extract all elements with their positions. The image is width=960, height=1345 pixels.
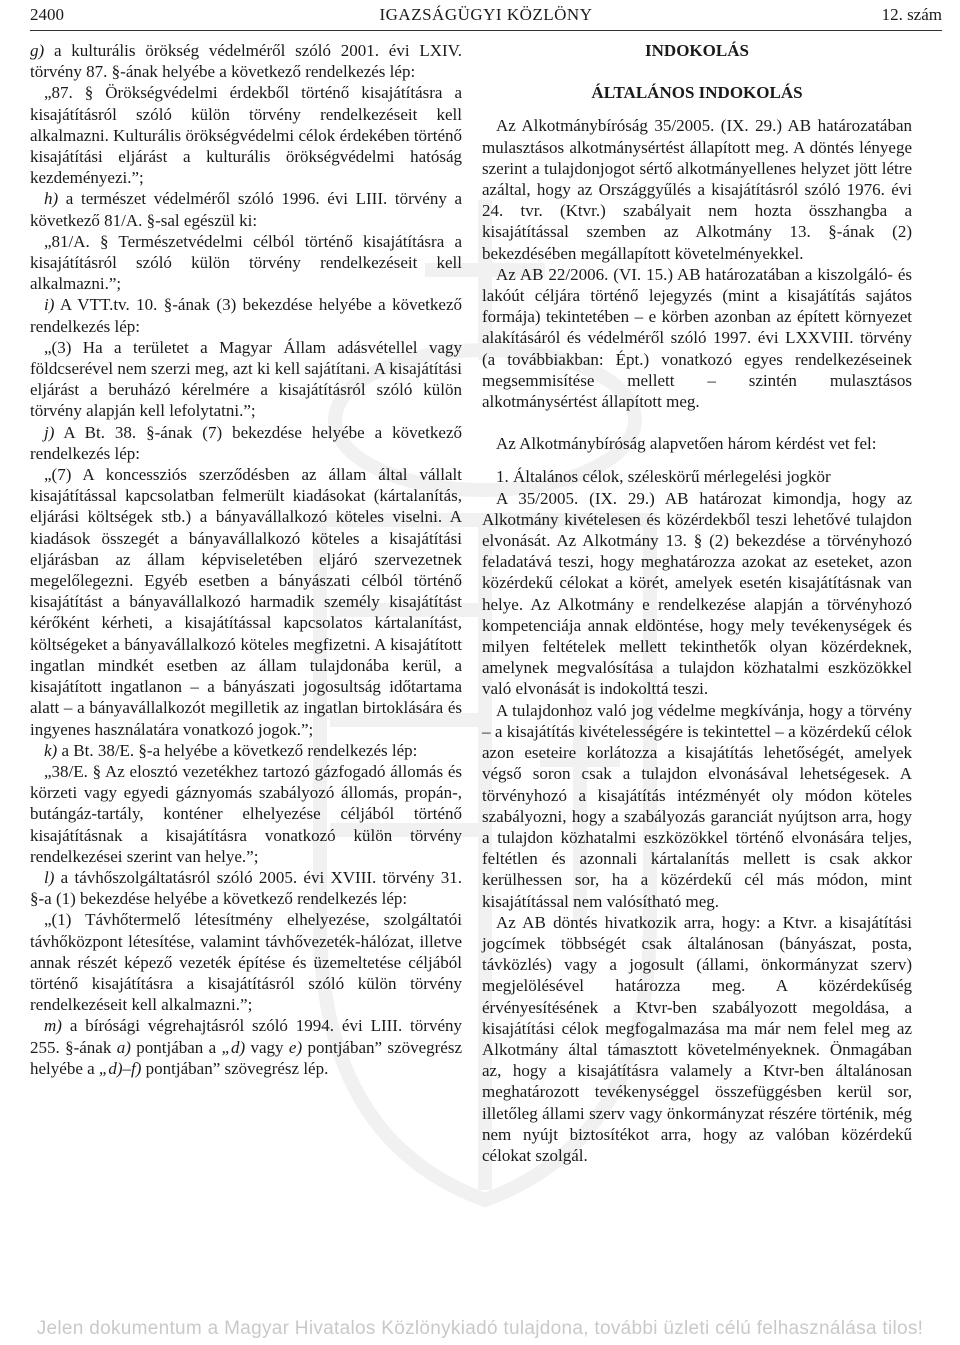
item-k: k) a Bt. 38/E. §-a helyébe a következő rendelkezés lép: [44,740,418,760]
paragraph-6: A tulajdonhoz való jog védelme megkívánja, hogy a törvény – a kisajátítás kivételességére is tekintettel – a közérdekű célok azon eseteire korlátozza a kisajátítás lehetőségét, amelyek végső soron csak a tulajdon elvonásával lehetségesek. A törvényhozó a kisajátítás intézményét oly módon köteles szabályozni, hogy a szabályozás garanciát nyújtson arra, hogy a tulajdon közhatalmi eszközökkel történő elvonására teljes, feltétlen és azonnali kártalanítás mellett is csak akkor kerülhessen sor, ha a közérdekű cél más módon, mint kisajátítással nem valósítható meg. [482,700,912,911]
paragraph-1: Az Alkotmánybíróság 35/2005. (IX. 29.) AB határozatában mulasztásos alkotmánysértést állapított meg. A döntés lényege szerint a tulajdonjogot sértő alkotmányellenes helyzet jött létre azáltal, hogy az Országgyűlés a kisajátításról szóló 1976. évi 24. tvr. (Ktvr.) szabályait nem hozta összhangba a kisajátítással szemben az Alkotmány 13. §-ának (2) bekezdésében megállapított követelményekkel. [482,116,912,263]
page-number: 2400 [30,5,64,24]
paragraph-3: Az Alkotmánybíróság alapvetően három kérdést vet fel: [496,434,877,454]
item-i-quote: „(3) Ha a területet a Magyar Állam adásvétellel vagy földcserével nem szerzi meg, azt ki kell sajátítani. A kisajátítási eljárást a beruházó kérelmére a kisajátításról szóló külön törvény alapján kell lefolytatni.”; [30,337,462,421]
paragraph-2: Az AB 22/2006. (VI. 15.) AB határozatában a kiszolgáló- és lakóút céljára történő lejegyzés (mint a kisajátítás sajátos formája) tekintetében – e körben azonban az épített környezet alakításáról és védelméről szóló 1997. évi LXXVIII. törvény (a továbbiakban: Épt.) vonatkozó egyes rendelkezéseinek megsemmisítése mellett – szintén mulasztásos alkotmánysértést állapított meg. [482,264,912,412]
issue-number: 12. szám [881,5,942,24]
subheading-1: 1. Általános célok, széleskörű mérlegelési jogkör [496,467,831,487]
item-j-quote: „(7) A koncessziós szerződésben az állam által vállalt kisajátítással kapcsolatban felmerült kiadásokat (kártalanítás, eljárási költségek stb.) a bányavállalkozó köteles viselni. A kiadások összegét a bányavállalkozó köteles a kisajátítási eljárásban az állam képviseletében eljáró szervezetnek megelőlegezni. Egyéb esetben a bányászati célból történő kisajátítást a bányavállalkozó harmadik személy kisajátítást kérőként kérheti, a kisajátítással kapcsolatos kártalanítást, költségeket a bányavállalkozó köteles megfizetni. A kisajátított ingatlan mindkét esetben az állam tulajdonába kerül, a kisajátított ingatlanon – a bányászati jogosultság időtartama alatt – a bányavállalkozót megilletik az ingatlan birtoklására és ingyenes használatára vonatkozó jogok.”; [30,465,462,739]
item-h-quote: „81/A. § Természetvédelmi célból történő kisajátításra a kisajátításról szóló külön törvény rendelkezéseit kell alkalmazni.”; [30,231,462,294]
page-header [30,0,942,31]
paragraph-5: A 35/2005. (IX. 29.) AB határozat kimondja, hogy az Alkotmány kivételesen és közérdekből teszi lehetővé tulajdon elvonását. Az Alkotmány 13. § (2) bekezdése a törvényhozó feladatává teszi, hogy meghatározza azokat az eseteket, azon közérdekű célokat a körét, amelyek esetén kisajátításnak van helye. Az Alkotmány e rendelkezése alapján a törvényhozó kompetenciája annak eldöntése, hogy mely tevékenységek és milyen feltételek mellett tekinthetők olyan közérdeknek, amelynek megvalósítása a tulajdon közhatalmi eszközökkel való elvonását is indokolttá teszi. [482,488,912,699]
item-h: h) a természet védelméről szóló 1996. évi LIII. törvény a következő 81/A. §-sal egészül ki: [30,189,462,230]
item-g: g) a kulturális örökség védelméről szóló 2001. évi LXIV. törvény 87. §-ának helyébe a következő rendelkezés lép: [30,41,462,82]
footer-notice: Jelen dokumentum a Magyar Hivatalos Közlönykiadó tulajdona, további üzleti célú felhasználása tilos! [36,1318,924,1339]
item-j: j) A Bt. 38. §-ának (7) bekezdése helyébe a következő rendelkezés lép: [30,422,462,463]
item-i: i) A VTT.tv. 10. §-ának (3) bekezdése helyébe a következő rendelkezés lép: [30,295,462,336]
item-l-quote: „(1) Távhőtermelő létesítmény elhelyezése, szolgáltatói távhőközpont létesítése, valamint távhővezeték-hálózat, illetve annak részét képező vezeték építése és üzemeltetése céljából történő kisajátításra a kisajátításról szóló külön törvény rendelkezéseit kell alkalmazni.”; [30,910,462,1015]
item-g-quote: „87. § Örökségvédelmi érdekből történő kisajátításra a kisajátításról szóló külön törvény rendelkezéseit kell alkalmazni. Kulturális örökségvédelmi célok érdekében történő kisajátítási eljárást a kulturális örökségvédelmi hatóság kezdeményezi.”; [30,83,462,188]
journal-title: IGAZSÁGÜGYI KÖZLÖNY [379,5,593,24]
right-column [482,40,912,1166]
item-l: l) a távhőszolgáltatásról szóló 2005. évi XVIII. törvény 31. §-a (1) bekezdése helyébe a következő rendelkezés lép: [30,867,462,909]
left-column [30,40,462,1079]
item-k-quote: „38/E. § Az elosztó vezetékhez tartozó gázfogadó állomás és körzeti vagy egyedi gáznyomás szabályozó állomás, propán-, butángáz-tartály, konténer elhelyezése céljából történő kisajátításnak a kisajátításra vonatkozó külön törvény rendelkezései szerint van helye.”; [30,761,462,866]
heading-altalanos-indokolas: ÁLTALÁNOS INDOKOLÁS [591,83,803,103]
item-m: m) a bírósági végrehajtásról szóló 1994. évi LIII. törvény 255. §-ának a) pontjában a „d) vagy e) pontjában” szövegrész helyébe a „d)–f) pontjában” szövegrész lép. [30,1016,462,1078]
paragraph-7: Az AB döntés hivatkozik arra, hogy: a Ktvr. a kisajátítási jogcímek többségét csak általánosan (bányászat, posta, távközlés) vagy a jogosult (állami, önkormányzat szerv) megjelölésével határozza meg. A közérdekűség érvényesítésének a Ktvr-ben szabályozott megoldása, a kisajátítási célok megfogalmazása ma már nem felel meg az Alkotmány által támasztott követelményeknek. Önmagában az, hogy a kisajátításra valamely a Ktvr-ben általánosan meghatározott tevékenységgel összefüggésben kerül sor, illetőleg állami szerv vagy önkormányzat részére történik, még nem nyújt biztosítékot arra, hogy az valóban közérdekű célokat szolgál. [482,912,912,1165]
heading-indokolas: INDOKOLÁS [645,41,749,60]
